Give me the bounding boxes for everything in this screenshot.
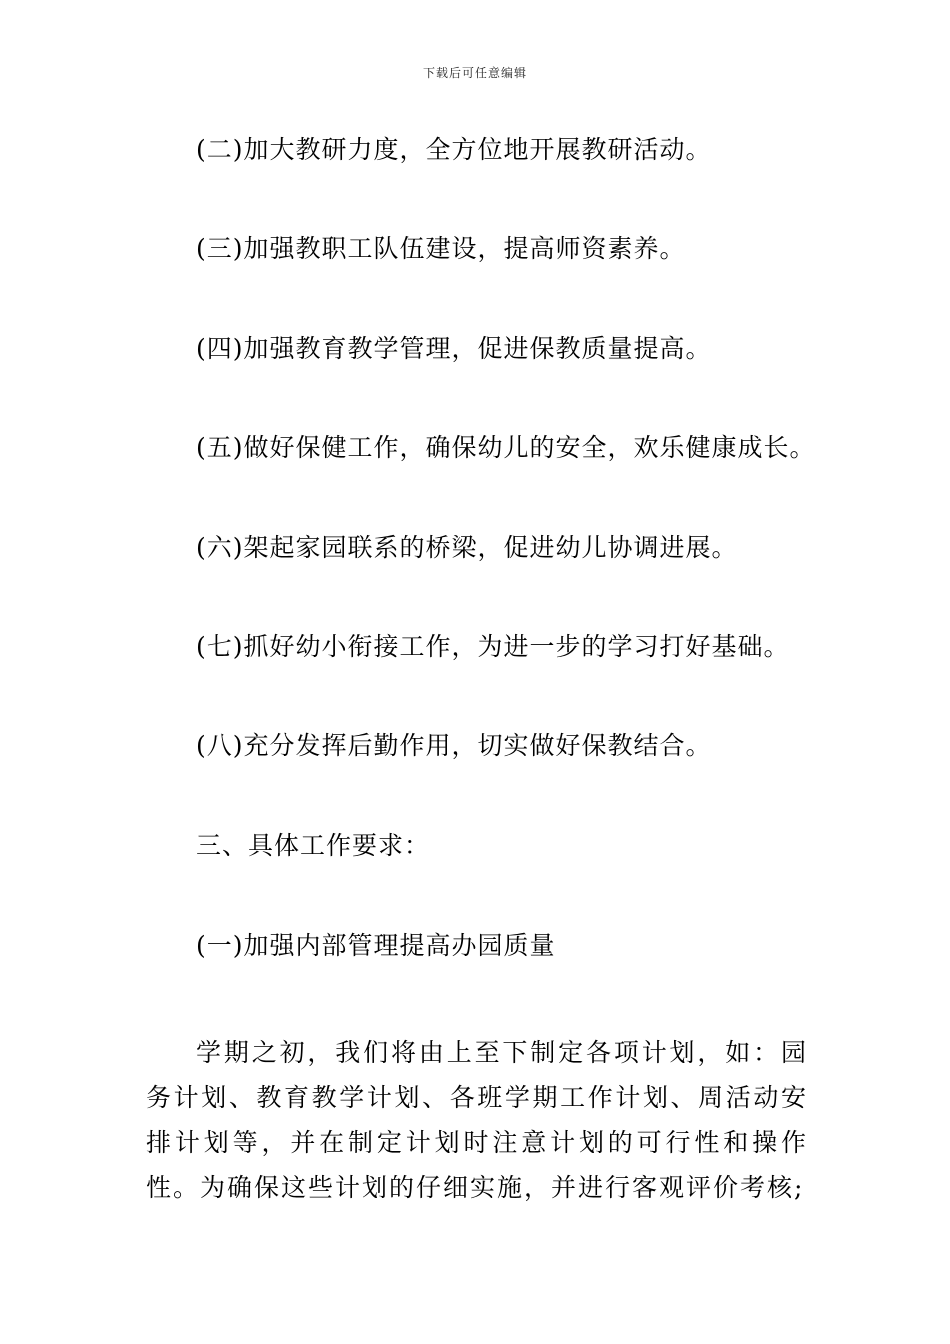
section-subheading: (一)加强内部管理提高办园质量 <box>196 931 556 960</box>
body-paragraph: 学期之初，我们将由上至下制定各项计划，如：园务计划、教育教学计划、各班学期工作计划、周活动安排计划等，并在制定计划时注意计划的可行性和操作性。为确保这些计划的仔细实施，并进行客观评价考核; <box>146 1038 808 1202</box>
item-8: (八)充分发挥后勤作用，切实做好保教结合。 <box>196 731 712 760</box>
item-5: (五)做好保健工作，确保幼儿的安全，欢乐健康成长。 <box>196 433 816 462</box>
header-note: 下载后可任意编辑 <box>422 66 527 80</box>
item-7: (七)抓好幼小衔接工作，为进一步的学习打好基础。 <box>196 632 790 661</box>
section-heading: 三、具体工作要求： <box>196 831 431 860</box>
item-4: (四)加强教育教学管理，促进保教质量提高。 <box>196 334 712 363</box>
item-6: (六)架起家园联系的桥梁，促进幼儿协调进展。 <box>196 533 738 562</box>
item-2: (二)加大教研力度，全方位地开展教研活动。 <box>196 135 712 164</box>
item-3: (三)加强教职工队伍建设，提高师资素养。 <box>196 234 686 263</box>
